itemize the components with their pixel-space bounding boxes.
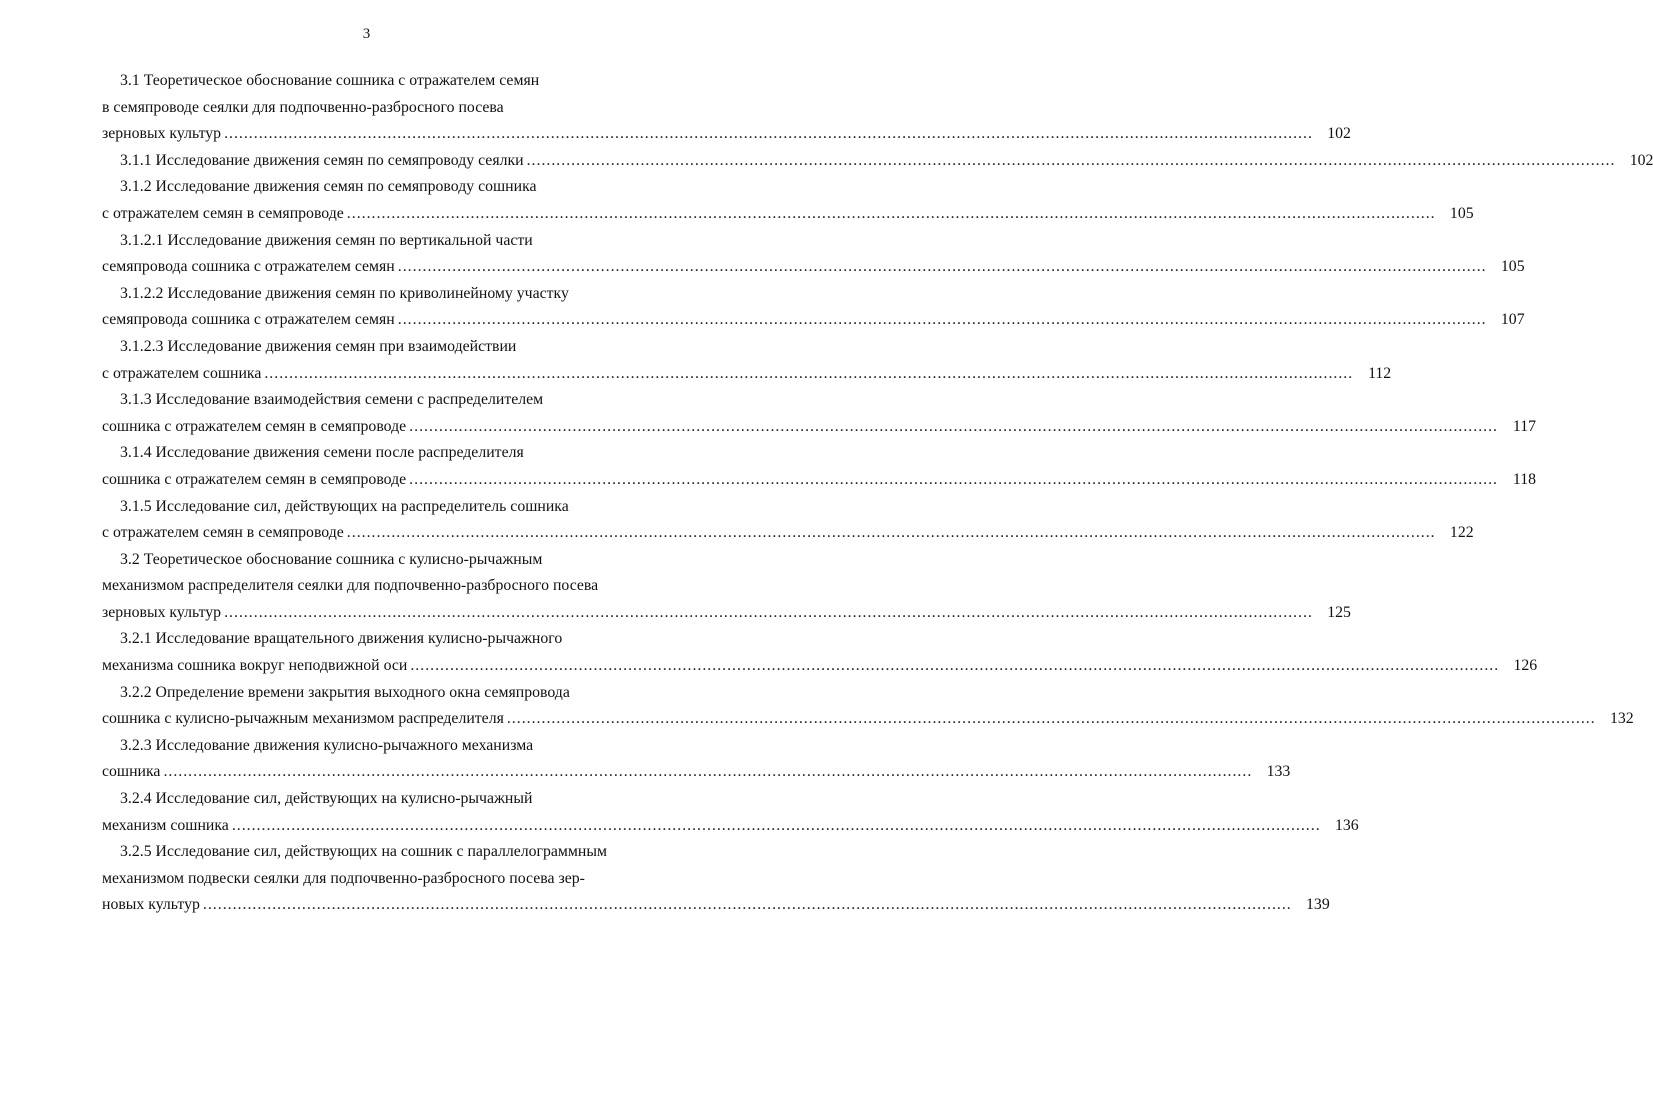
toc-entry-continuation-line [102, 520, 1474, 547]
toc-entry-text: зерновых культур [102, 603, 222, 621]
dot-leader: ............................................................................................................................................................................................................................ [264, 364, 1354, 382]
dot-leader: ............................................................................................................................................................................................................................ [163, 763, 1253, 781]
toc-page-number: 117 [1512, 417, 1536, 435]
toc-page-number: 125 [1327, 603, 1351, 621]
dot-leader: ............................................................................................................................................................................................................................ [224, 603, 1313, 621]
toc-entry-continuation-line [102, 307, 1525, 334]
toc-entry-title-line: 3.1.4 Исследование движения семени после распределителя [120, 444, 524, 462]
toc-entry [102, 680, 1634, 733]
toc-page-number: 102 [1327, 125, 1351, 143]
toc-entry [102, 547, 1351, 627]
toc-entry-text: с отражателем семян в семяпроводе [102, 524, 344, 542]
toc-entry [102, 68, 1351, 148]
toc-entry [102, 174, 1474, 227]
toc-entry-text: с отражателем семян в семяпроводе [102, 204, 344, 222]
toc-entry [102, 626, 1538, 679]
toc-entry [102, 440, 1536, 493]
toc-page-number: 132 [1609, 710, 1634, 728]
dot-leader: ............................................................................................................................................................................................................................ [410, 657, 1500, 675]
toc-entry-title-line: 3.2.2 Определение времени закрытия выходного окна семяпровода [120, 683, 570, 701]
toc-entry-title-line: 3.2.1 Исследование вращательного движения кулисно-рычажного [120, 630, 563, 648]
toc-entry [102, 334, 1392, 387]
dot-leader: ............................................................................................................................................................................................................................ [397, 311, 1487, 329]
toc-page-number: 102 [1629, 151, 1653, 169]
toc-page-number: 118 [1512, 470, 1536, 488]
toc-entry [102, 228, 1525, 281]
toc-entry-title-line: 3.1.2.2 Исследование движения семян по криволинейному участку [120, 284, 569, 302]
toc-entry-text: сошника с кулисно-рычажным механизмом распределителя [102, 710, 504, 728]
toc-entry-text: 3.1.1 Исследование движения семян по семяпроводу сеялки [120, 151, 524, 169]
toc-entry-text: семяпровода сошника с отражателем семян [102, 311, 395, 329]
dot-leader: ............................................................................................................................................................................................................................ [224, 125, 1313, 143]
toc-entry-title-line: 3.2.4 Исследование сил, действующих на кулисно-рычажный [120, 790, 533, 808]
toc-entry-continuation-line [102, 706, 1634, 733]
toc-entry [102, 786, 1359, 839]
dot-leader: ............................................................................................................................................................................................................................ [526, 151, 1616, 169]
toc-page-number: 136 [1334, 816, 1359, 834]
toc-entry [102, 281, 1525, 334]
toc-entry-text: сошника с отражателем семян в семяпроводе [102, 417, 407, 435]
dot-leader: ............................................................................................................................................................................................................................ [506, 710, 1596, 728]
toc-entry [102, 148, 1653, 175]
toc-entry-continuation-line [102, 121, 1351, 148]
dot-leader: ............................................................................................................................................................................................................................ [231, 816, 1321, 834]
toc-entry-continuation-line [102, 653, 1538, 680]
toc-entry-title-line: 3.2.3 Исследование движения кулисно-рычажного механизма [120, 736, 534, 754]
toc-entry-continuation-line: в семяпроводе сеялки для подпочвенно-разбросного посева [102, 98, 504, 116]
toc-page-number: 122 [1449, 524, 1474, 542]
toc-page-number: 112 [1368, 364, 1392, 382]
toc-entry-continuation-line [102, 361, 1392, 388]
toc-entry-text: зерновых культур [102, 125, 222, 143]
toc-entry-continuation-line [102, 759, 1291, 786]
toc-entry-title-line: 3.1 Теоретическое обоснование сошника с отражателем семян [120, 72, 540, 89]
toc-entry-title-line: 3.1.3 Исследование взаимодействия семени с распределителем [120, 391, 544, 409]
toc-entry-text: сошника [102, 763, 161, 781]
toc-entry-continuation-line [102, 600, 1351, 627]
toc-entry-continuation-line [102, 414, 1536, 441]
dot-leader: ............................................................................................................................................................................................................................ [409, 417, 1498, 435]
toc-entry-continuation-line [102, 254, 1525, 281]
toc-entry-title-line: 3.1.2.3 Исследование движения семян при взаимодействии [120, 337, 517, 355]
toc-page-number: 105 [1449, 204, 1474, 222]
toc-page-number: 139 [1306, 896, 1330, 914]
toc-entry [102, 387, 1536, 440]
toc-entry-text: семяпровода сошника с отражателем семян [102, 258, 395, 276]
toc-entry-title-line: 3.2 Теоретическое обоснование сошника с кулисно-рычажным [120, 550, 543, 568]
toc-entry [102, 839, 1330, 919]
toc-entry-continuation-line: механизмом подвески сеялки для подпочвенно-разбросного посева зер- [102, 869, 585, 887]
toc-entry-text: механизма сошника вокруг неподвижной оси [102, 657, 408, 675]
toc-entry [102, 494, 1474, 547]
table-of-contents [102, 68, 1653, 919]
dot-leader: ............................................................................................................................................................................................................................ [397, 258, 1487, 276]
toc-entry-continuation-line [102, 467, 1536, 494]
dot-leader: ............................................................................................................................................................................................................................ [409, 470, 1498, 488]
toc-entry-continuation-line: механизмом распределителя сеялки для подпочвенно-разбросного посева [102, 577, 599, 595]
page-number: 3 [362, 26, 371, 42]
toc-entry-continuation-line [102, 813, 1359, 840]
toc-page-number: 126 [1513, 657, 1538, 675]
toc-entry-text: новых культур [102, 896, 200, 914]
dot-leader: ............................................................................................................................................................................................................................ [202, 896, 1292, 914]
toc-entry-title-line: 3.2.5 Исследование сил, действующих на сошник с параллелограммным [120, 843, 607, 861]
toc-entry [102, 733, 1291, 786]
toc-entry-text: механизм сошника [102, 816, 229, 834]
dot-leader: ............................................................................................................................................................................................................................ [346, 204, 1436, 222]
toc-entry-text: сошника с отражателем семян в семяпроводе [102, 470, 407, 488]
toc-entry-title-line: 3.1.2 Исследование движения семян по семяпроводу сошника [120, 178, 537, 196]
dot-leader: ............................................................................................................................................................................................................................ [346, 524, 1436, 542]
toc-entry-text: с отражателем сошника [102, 364, 262, 382]
toc-page-number: 107 [1500, 311, 1525, 329]
toc-entry-continuation-line [102, 201, 1474, 228]
toc-entry-title-line: 3.1.5 Исследование сил, действующих на распределитель сошника [120, 497, 569, 515]
toc-entry-title-line: 3.1.2.1 Исследование движения семян по вертикальной части [120, 231, 533, 249]
toc-page-number: 133 [1266, 763, 1291, 781]
toc-entry-title-line [102, 148, 1653, 175]
toc-entry-continuation-line [102, 892, 1330, 919]
toc-page-number: 105 [1500, 258, 1525, 276]
